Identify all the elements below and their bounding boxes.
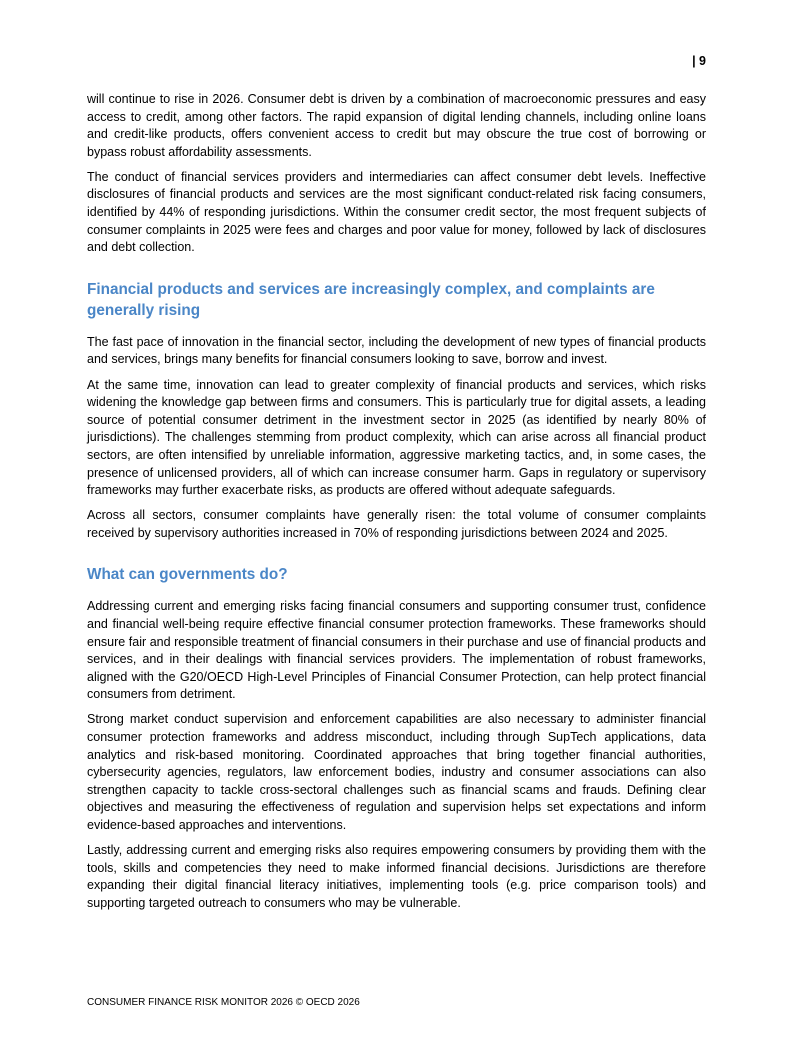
- document-body: [87, 91, 706, 920]
- body-paragraph: will continue to rise in 2026. Consumer debt is driven by a combination of macroeconomic pressures and easy access to credit, among other factors. The rapid expansion of digital lending channels, including online loans and credit-like products, offers convenient access to credit but may obscure the true cost of borrowing or bypass robust affordability assessments.: [87, 92, 706, 159]
- body-paragraph: Addressing current and emerging risks facing financial consumers and supporting consumer trust, confidence and financial well-being require effective financial consumer protection frameworks. These frameworks should ensure fair and responsible treatment of financial consumers in their purchase and use of financial products and services, and in their dealings with financial services providers. The implementation of robust frameworks, aligned with the G20/OECD High-Level Principles of Financial Consumer Protection, can help protect financial consumers from detriment.: [87, 599, 706, 702]
- body-paragraph: At the same time, innovation can lead to greater complexity of financial products and services, which risks widening the knowledge gap between firms and consumers. This is particularly true for digital assets, a leading source of potential consumer detriment in the investment sector in 2025 (as identified by nearly 80% of jurisdictions). The challenges stemming from product complexity, which can arise across all financial product sectors, are often intensified by unreliable information, aggressive marketing tactics, and, in some cases, the presence of unlicensed providers, all of which can increase consumer harm. Gaps in regulatory or supervisory frameworks may further exacerbate risks, as products are offered without adequate safeguards.: [87, 377, 706, 498]
- page-footer: CONSUMER FINANCE RISK MONITOR 2026 © OECD 2026: [87, 997, 360, 1008]
- section-heading: What can governments do?: [87, 566, 288, 584]
- section-heading: Financial products and services are increasingly complex, and complaints are generally rising: [87, 280, 655, 319]
- body-paragraph: The fast pace of innovation in the financial sector, including the development of new types of financial products and services, brings many benefits for financial consumers looking to save, borrow and invest.: [87, 334, 706, 367]
- body-paragraph: Across all sectors, consumer complaints have generally risen: the total volume of consumer complaints received by supervisory authorities increased in 70% of responding jurisdictions between 2024 and 2025.: [87, 508, 706, 540]
- body-paragraph: The conduct of financial services providers and intermediaries can affect consumer debt levels. Ineffective disclosures of financial products and services are the most significant conduct-related risk facing consumers, identified by 44% of responding jurisdictions. Within the consumer credit sector, the most frequent subjects of consumer complaints in 2025 were fees and charges and poor value for money, followed by lack of disclosures and debt collection.: [87, 169, 706, 255]
- page-number: | 9: [692, 54, 706, 68]
- body-paragraph: Strong market conduct supervision and enforcement capabilities are also necessary to administer financial consumer protection frameworks and address misconduct, including through SupTech applications, data analytics and risk-based monitoring. Coordinated approaches that bring together financial authorities, cybersecurity agencies, regulators, law enforcement bodies, industry and consumer associations can also strengthen capacity to tackle cross-sectoral challenges such as financial scams and frauds. Defining clear objectives and measuring the effectiveness of regulation and supervision helps set expectations and inform evidence-based approaches and interventions.: [87, 712, 706, 832]
- body-paragraph: Lastly, addressing current and emerging risks also requires empowering consumers by providing them with the tools, skills and competencies they need to make informed financial decisions. Jurisdictions are therefore expanding their digital financial literacy initiatives, implementing tools (e.g. price comparison tools) and supporting targeted outreach to consumers who may be vulnerable.: [87, 843, 706, 910]
